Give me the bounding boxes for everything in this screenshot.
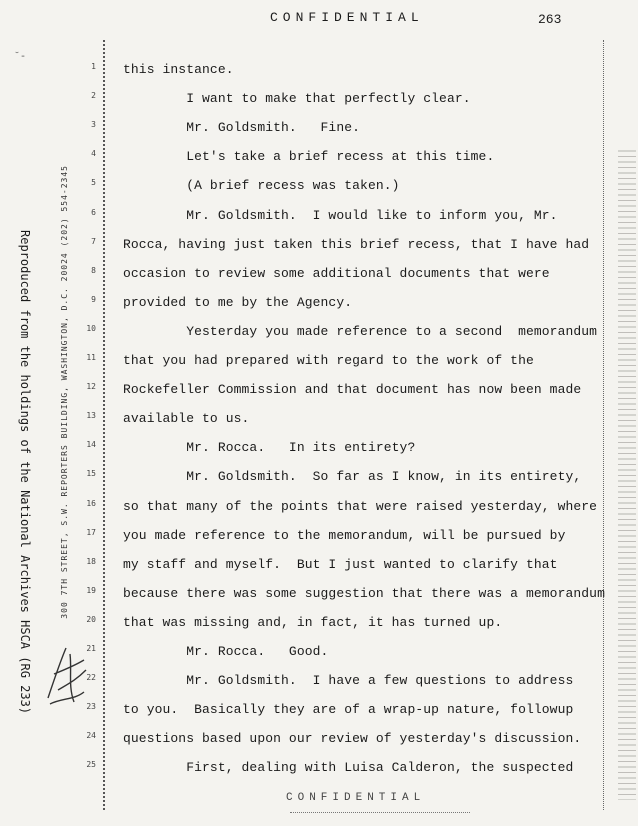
line-number: 18: [86, 556, 96, 566]
transcript-line: First, dealing with Luisa Calderon, the suspected: [123, 760, 574, 776]
line-number: 12: [86, 382, 96, 392]
line-number: 21: [86, 644, 96, 653]
line-number: 17: [86, 527, 96, 537]
line-number: 1: [91, 62, 96, 71]
confidential-footer: CONFIDENTIAL: [286, 792, 426, 804]
transcript-line: that was missing and, in fact, it has turned up.: [123, 614, 503, 630]
scan-edge-noise: [618, 150, 636, 800]
line-number: 22: [86, 673, 96, 683]
transcript-line: Mr. Goldsmith. I would like to inform you, Mr.: [123, 207, 558, 223]
transcript-line: (A brief recess was taken.): [123, 178, 400, 194]
footer-smudge: [290, 812, 470, 816]
transcript-line: Rocca, having just taken this brief recess, that I have had: [123, 236, 590, 252]
transcript-line: to you. Basically they are of a wrap-up nature, followup: [123, 702, 574, 718]
line-number: 5: [91, 178, 96, 188]
confidential-header: CONFIDENTIAL: [270, 10, 424, 25]
transcript-line: Let's take a brief recess at this time.: [123, 149, 495, 165]
line-number: 25: [86, 760, 96, 770]
transcript-line: so that many of the points that were raised yesterday, where: [123, 498, 598, 514]
line-number: 2: [91, 91, 96, 101]
transcript-line: because there was some suggestion that there was a memorandum: [123, 585, 605, 601]
transcript-line: Mr. Rocca. Good.: [123, 644, 329, 659]
line-number: 24: [86, 731, 96, 741]
corner-mark: ˘‑: [14, 52, 27, 63]
line-number: 11: [86, 353, 96, 362]
line-number: 7: [91, 236, 96, 246]
transcript-line: questions based upon our review of yesterday's discussion.: [123, 731, 582, 747]
transcript-line: this instance.: [123, 62, 234, 77]
transcript-line: that you had prepared with regard to the work of the: [123, 353, 534, 368]
transcript-line: Mr. Goldsmith. I have a few questions to address: [123, 673, 574, 689]
page-number: 263: [538, 12, 562, 27]
line-number: 20: [86, 614, 96, 624]
transcript-line: Mr. Goldsmith. So far as I know, in its entirety,: [123, 469, 582, 485]
line-number: 9: [91, 294, 96, 304]
line-number: 14: [86, 440, 96, 450]
line-number: 10: [86, 323, 96, 333]
archives-stamp: Reproduced from the holdings of the National Archives HSCA (RG 233): [18, 230, 32, 715]
transcript-line: Yesterday you made reference to a second memorandum: [123, 323, 598, 339]
transcript-line: Rockefeller Commission and that document has now been made: [123, 382, 582, 398]
line-number: 3: [91, 120, 96, 130]
transcript-line: I want to make that perfectly clear.: [123, 91, 471, 107]
transcript-line: occasion to review some additional documents that were: [123, 265, 550, 281]
transcript-line: my staff and myself. But I just wanted to clarify that: [123, 556, 558, 572]
line-number: 13: [86, 411, 96, 421]
line-number: 19: [86, 585, 96, 595]
line-number: 6: [91, 207, 96, 217]
transcript-line: provided to me by the Agency.: [123, 294, 353, 310]
transcript-line: Mr. Goldsmith. Fine.: [123, 120, 361, 136]
reporter-stamp: 300 7TH STREET, S.W. REPORTERS BUILDING, WASHINGTON, D.C. 20024 (202) 554-2345: [60, 165, 69, 619]
line-number: 4: [91, 149, 96, 159]
right-margin-rule: [603, 40, 604, 810]
transcript-line: Mr. Rocca. In its entirety?: [123, 440, 416, 456]
line-number: 15: [86, 469, 96, 479]
line-number: 8: [91, 265, 96, 275]
transcript-line: available to us.: [123, 411, 250, 427]
line-number: 23: [86, 702, 96, 712]
line-number: 16: [86, 498, 96, 508]
left-margin-rule: [103, 40, 105, 810]
transcript-line: you made reference to the memorandum, will be pursued by: [123, 527, 566, 543]
